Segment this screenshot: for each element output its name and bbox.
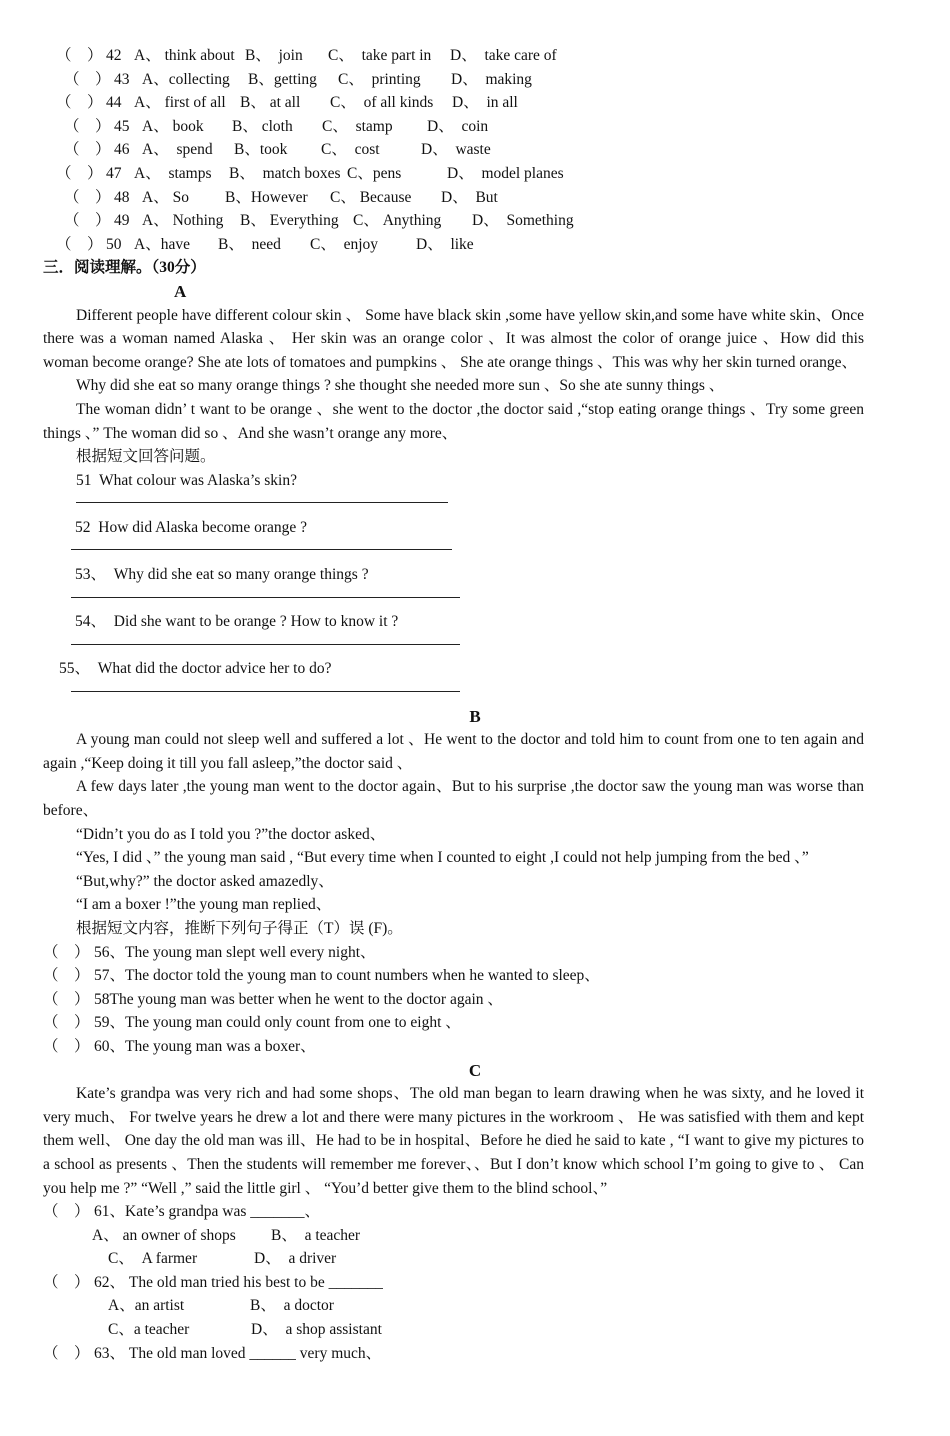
option-c: C、 A farmer bbox=[108, 1250, 198, 1268]
option-b: B、 a teacher bbox=[271, 1226, 361, 1244]
option-b: B、getting bbox=[248, 70, 317, 88]
question-55-row bbox=[0, 657, 950, 681]
tf-statement: 58The young man was better when he went to the doctor again 、 bbox=[94, 990, 503, 1008]
question-number: 50 bbox=[106, 235, 122, 253]
passage-b-instruction-row bbox=[0, 917, 950, 941]
question-55: 55、 What did the doctor advice her to do? bbox=[59, 660, 332, 678]
passage-a-paragraph: Why did she eat so many orange things ? she thought she needed more sun 、So she ate sunny things 、 bbox=[76, 377, 725, 395]
passage-b-title: B bbox=[469, 706, 481, 726]
option-a: A、 Nothing bbox=[142, 212, 224, 230]
section-heading: 三．阅读理解。（30分） bbox=[43, 259, 206, 277]
question-51-row bbox=[0, 469, 950, 493]
answer-paren[interactable]: （ ） bbox=[64, 141, 111, 159]
option-a: A、an artist bbox=[108, 1297, 185, 1315]
option-c: C、 of all kinds bbox=[330, 94, 434, 112]
question-number: 47 bbox=[106, 164, 122, 182]
mc-row-63 bbox=[0, 1342, 950, 1366]
option-b: B、 a doctor bbox=[250, 1297, 334, 1315]
option-a: A、 first of all bbox=[134, 94, 226, 112]
passage-a-instruction: 根据短文回答问题。 bbox=[76, 448, 216, 466]
mc-row-62-options-1 bbox=[0, 1294, 950, 1318]
tf-statement: 57、The doctor told the young man to count numbers when he wanted to sleep、 bbox=[94, 967, 600, 985]
answer-paren[interactable]: （ ） bbox=[56, 164, 103, 182]
tf-statement: 60、The young man was a boxer、 bbox=[94, 1037, 316, 1055]
mc-row-61-options-2 bbox=[0, 1247, 950, 1271]
tf-statement: 59、The young man could only count from one to eight 、 bbox=[94, 1014, 461, 1032]
tf-row-59 bbox=[0, 1011, 950, 1035]
question-51: 51 What colour was Alaska’s skin? bbox=[76, 471, 297, 489]
answer-line-54[interactable] bbox=[0, 634, 950, 658]
question-number: 49 bbox=[114, 212, 130, 230]
option-c: C、 enjoy bbox=[310, 235, 379, 253]
answer-paren[interactable]: （ ） bbox=[56, 235, 103, 253]
option-a: A、 stamps bbox=[134, 164, 212, 182]
option-c: C、 printing bbox=[338, 70, 421, 88]
passage-b-paragraph: “I am a boxer !”the young man replied、 bbox=[76, 896, 332, 914]
question-number: 43 bbox=[114, 70, 130, 88]
option-d: D、 waste bbox=[421, 141, 491, 159]
question-52: 52 How did Alaska become orange ? bbox=[75, 518, 308, 536]
option-d: D、 in all bbox=[452, 94, 518, 112]
mc-row-62 bbox=[0, 1271, 950, 1295]
question-number: 48 bbox=[114, 188, 130, 206]
mc-row-45 bbox=[0, 115, 950, 139]
question-number: 46 bbox=[114, 141, 130, 159]
answer-line-52[interactable] bbox=[0, 539, 950, 563]
mc-block bbox=[0, 44, 950, 256]
option-b: B、However bbox=[225, 188, 308, 206]
answer-paren[interactable]: （ ） bbox=[56, 47, 103, 64]
option-c: C、 cost bbox=[321, 141, 380, 159]
question-stem: 62、 The old man tried his best to be _______ bbox=[94, 1273, 383, 1291]
section-heading-row bbox=[0, 256, 950, 280]
question-52-row bbox=[0, 516, 950, 540]
passage-c-paragraph: Kate’s grandpa was very rich and had some shops、The old man began to learn drawing when he was sixty, and he loved it very much、 For twelve years he drew a lot and there were many pictures in the workroom 、 He was satisfied with them and kept them well、 One day the old man was ill、He had to be in hospital、Before he died he said to kate , “I want to give my pictures to a school as presents 、Then the students will remember me forever、、But I don’t know which school I’m going to give to 、 Can you help me ?” “Well ,” said the little girl 、 “You’d better give them to the blind school、” bbox=[43, 1085, 864, 1197]
option-b: B、 need bbox=[218, 235, 281, 253]
option-a: A、 an owner of shops bbox=[92, 1226, 236, 1244]
option-a: A、have bbox=[134, 235, 190, 253]
option-d: D、 But bbox=[441, 188, 498, 206]
option-b: B、took bbox=[234, 141, 288, 159]
question-number: 42 bbox=[106, 47, 122, 64]
option-a: A、 So bbox=[142, 188, 189, 206]
mc-row-42 bbox=[0, 44, 950, 68]
option-d: D、 a driver bbox=[254, 1250, 337, 1268]
tf-row-58 bbox=[0, 988, 950, 1012]
passage-a-title: A bbox=[174, 281, 187, 301]
question-stem: 61、Kate’s grandpa was _______、 bbox=[94, 1203, 320, 1221]
mc-row-50 bbox=[0, 233, 950, 257]
option-c: C、a teacher bbox=[108, 1321, 190, 1339]
option-d: D、 a shop assistant bbox=[251, 1321, 382, 1339]
passage-a-paragraph: Different people have different colour skin 、 Some have black skin ,some have yellow skin,and some have white skin、Once there was a woman named Alaska 、 Her skin was an orange color 、It was almost the color of orange juice 、How did this woman become orange? She ate lots of tomatoes and pumpkins 、 She ate orange things 、This was why her skin turned orange、 bbox=[43, 306, 864, 371]
passage-b-paragraph: “Didn’t you do as I told you ?”the doctor asked、 bbox=[76, 825, 386, 843]
question-stem: 63、 The old man loved ______ very much、 bbox=[94, 1344, 382, 1362]
option-a: A、 think about bbox=[134, 47, 235, 64]
mc-row-48 bbox=[0, 186, 950, 210]
question-53-row bbox=[0, 563, 950, 587]
option-c: C、 Because bbox=[330, 188, 412, 206]
answer-paren[interactable]: （ ） bbox=[64, 70, 111, 88]
option-b: B、 match boxes bbox=[229, 164, 341, 182]
question-53: 53、 Why did she eat so many orange things ? bbox=[75, 566, 369, 584]
question-54-row bbox=[0, 610, 950, 634]
passage-c-title: C bbox=[468, 1060, 482, 1080]
mc-row-61-options-1 bbox=[0, 1224, 950, 1248]
mc-row-61 bbox=[0, 1200, 950, 1224]
mc-row-46 bbox=[0, 138, 950, 162]
answer-paren[interactable]: （ ） bbox=[43, 967, 90, 985]
mc-row-44 bbox=[0, 91, 950, 115]
passage-b-paragraph: “But,why?” the doctor asked amazedly、 bbox=[76, 872, 334, 890]
answer-paren[interactable]: （ ） bbox=[43, 1037, 90, 1055]
option-b: B、 at all bbox=[240, 94, 301, 112]
answer-paren[interactable]: （ ） bbox=[43, 1344, 90, 1362]
mc-row-62-options-2 bbox=[0, 1318, 950, 1342]
answer-paren[interactable]: （ ） bbox=[43, 990, 90, 1008]
answer-paren[interactable]: （ ） bbox=[43, 1014, 90, 1032]
passage-b-paragraph: “Yes, I did 、” the young man said , “But every time when I counted to eight ,I could not help jumping from the bed 、” bbox=[76, 849, 809, 867]
mc-row-47 bbox=[0, 162, 950, 186]
mc-row-43 bbox=[0, 68, 950, 92]
answer-line-51[interactable] bbox=[0, 492, 950, 516]
option-a: A、 book bbox=[142, 117, 204, 135]
tf-row-56 bbox=[0, 941, 950, 965]
answer-paren[interactable]: （ ） bbox=[43, 943, 90, 961]
option-a: A、 spend bbox=[142, 141, 213, 159]
answer-paren[interactable]: （ ） bbox=[64, 188, 111, 206]
option-d: D、 model planes bbox=[447, 164, 564, 182]
question-number: 45 bbox=[114, 117, 130, 135]
mc-row-49 bbox=[0, 209, 950, 233]
option-d: D、 coin bbox=[427, 117, 489, 135]
option-d: D、 like bbox=[416, 235, 474, 253]
tf-row-57 bbox=[0, 964, 950, 988]
question-number: 44 bbox=[106, 94, 122, 112]
passage-b-paragraph: A young man could not sleep well and suffered a lot 、He went to the doctor and told him to count from one to ten again and again ,“Keep doing it till you fall asleep,”the doctor said 、 bbox=[43, 731, 864, 772]
option-a: A、collecting bbox=[142, 70, 230, 88]
passage-b-instruction: 根据短文内容，推断下列句子得正（T）误 (F)。 bbox=[76, 919, 403, 937]
option-d: D、 Something bbox=[472, 212, 574, 230]
option-c: C、 stamp bbox=[322, 117, 393, 135]
answer-paren[interactable]: （ ） bbox=[56, 94, 103, 112]
passage-a-title-row bbox=[0, 280, 950, 304]
passage-a-instruction-row bbox=[0, 445, 950, 469]
option-c: C、 Anything bbox=[353, 212, 442, 230]
passage-b-paragraph: A few days later ,the young man went to the doctor again、But to his surprise ,the doctor saw the young man was worse than before、 bbox=[43, 778, 864, 819]
answer-paren[interactable]: （ ） bbox=[43, 1273, 90, 1291]
answer-paren[interactable]: （ ） bbox=[43, 1203, 90, 1221]
answer-line-55[interactable] bbox=[0, 681, 950, 705]
option-c: C、pens bbox=[347, 164, 402, 182]
option-c: C、 take part in bbox=[328, 47, 432, 64]
option-b: B、 join bbox=[245, 47, 303, 64]
option-d: D、 take care of bbox=[450, 47, 557, 64]
tf-statement: 56、The young man slept well every night、 bbox=[94, 943, 376, 961]
answer-line-53[interactable] bbox=[0, 587, 950, 611]
option-b: B、 Everything bbox=[240, 212, 339, 230]
passage-a-paragraph: The woman didn’ t want to be orange 、she went to the doctor ,the doctor said ,“stop eating orange things 、Try some green things 、” The woman did so 、And she wasn’t orange any more、 bbox=[43, 400, 864, 442]
question-54: 54、 Did she want to be orange ? How to know it ? bbox=[75, 613, 399, 631]
option-d: D、 making bbox=[451, 70, 532, 88]
tf-row-60 bbox=[0, 1035, 950, 1059]
worksheet-page bbox=[0, 44, 950, 1365]
answer-paren[interactable]: （ ） bbox=[64, 212, 111, 230]
answer-paren[interactable]: （ ） bbox=[64, 117, 111, 135]
option-b: B、 cloth bbox=[232, 117, 293, 135]
